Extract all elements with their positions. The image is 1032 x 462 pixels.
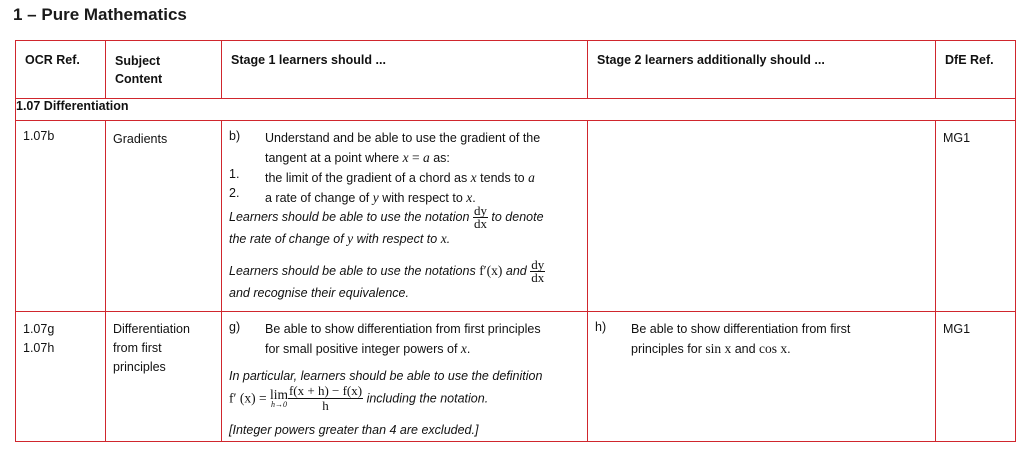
stage1-text: Be able to show differentiation from first principles for small positive integer powers of x.	[265, 322, 541, 356]
dfe-ref-cell: MG1	[936, 121, 1016, 312]
header-row	[16, 41, 1016, 99]
stage2-text: Be able to show differentiation from first principles for sin x and cos x.	[631, 322, 851, 356]
dfe-ref-cell: MG1	[936, 312, 1016, 442]
item-label: h)	[595, 320, 607, 334]
notation-note: Learners should be able to use the notation $\frac{dy}{dx}$ to denote the rate of change of y with respect to x.	[229, 203, 544, 246]
stage2-cell	[588, 312, 936, 442]
item-number: 2.	[229, 186, 240, 200]
header-stage2: Stage 2 learners additionally should ...	[588, 41, 936, 99]
section-heading: 1 – Pure Mathematics	[13, 5, 187, 24]
table-row	[16, 312, 1016, 442]
subject-cell: Gradients	[106, 121, 222, 312]
header-ocr-ref: OCR Ref.	[16, 41, 106, 99]
table-row	[16, 121, 1016, 312]
item-number: 1.	[229, 167, 240, 181]
equivalence-note: Learners should be able to use the notations f′(x) and $\frac{dy}{dx}$ and recognise their equivalence.	[229, 257, 545, 300]
subject-cell: Differentiation from first principles	[106, 312, 222, 442]
stage1-cell	[222, 312, 588, 442]
derivative-formula: f′ (x) = lim h→0 $\frac{f(x + h) - f(x)}{h}$ including the notation.	[229, 383, 489, 413]
specification-table	[15, 40, 1016, 442]
ocr-ref-cell: 1.07b	[16, 121, 106, 312]
excluded-note: [Integer powers greater than 4 are excluded.]	[229, 423, 479, 437]
section-row	[16, 99, 1016, 121]
header-subject-content: Subject Content	[106, 41, 222, 99]
definition-note: In particular, learners should be able to use the definition	[229, 369, 543, 383]
item-label: g)	[229, 320, 241, 334]
item-label: b)	[229, 129, 241, 143]
stage2-cell	[588, 121, 936, 312]
stage1-cell	[222, 121, 588, 312]
ocr-ref-cell: 1.07g 1.07h	[16, 312, 106, 442]
header-dfe-ref: DfE Ref.	[936, 41, 1016, 99]
section-title: 1.07 Differentiation	[16, 99, 1016, 121]
header-stage1: Stage 1 learners should ...	[222, 41, 588, 99]
stage1-text: Understand and be able to use the gradient of the tangent at a point where x = a as: the limit of the gradient of a chord as x tends to a a rate of change of y with respect to x.	[265, 131, 541, 205]
